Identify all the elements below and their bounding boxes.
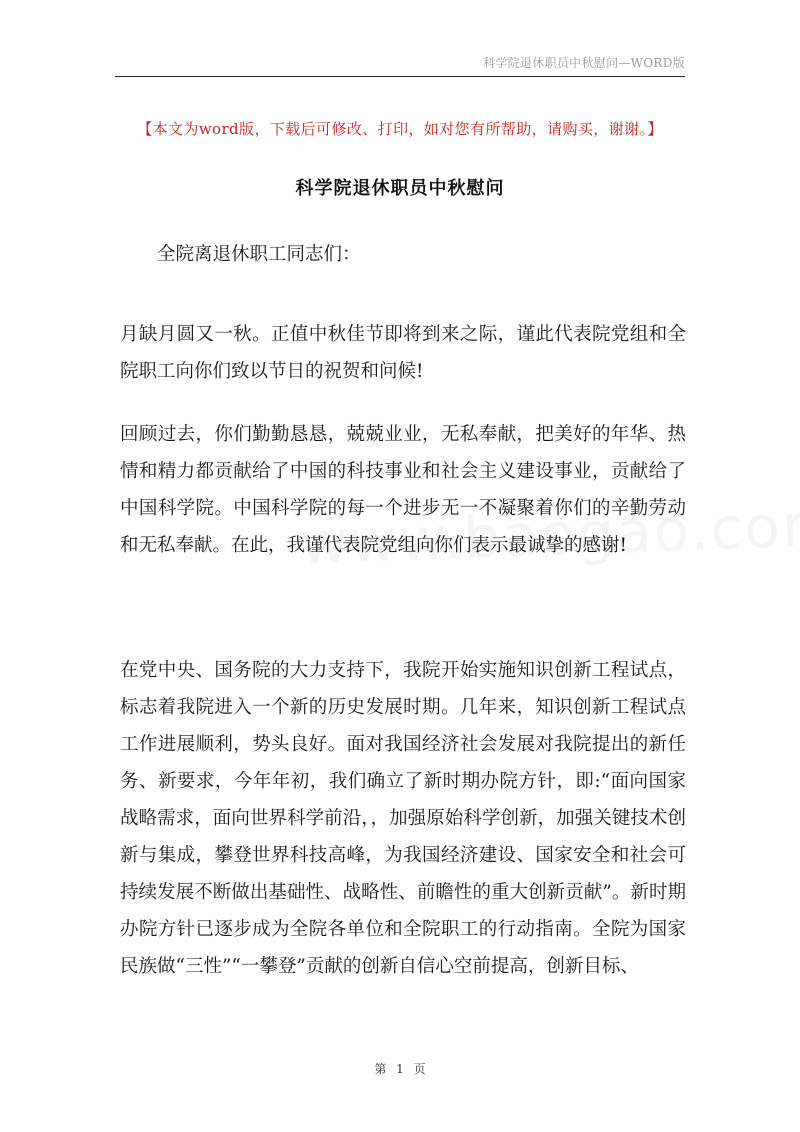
salutation: 全院离退休职工同志们：: [157, 244, 361, 265]
paragraph-1: 月缺月圆又一秋。正值中秋佳节即将到来之际，谨此代表院党组和全院职工向你们致以节日的祝贺和问候!: [120, 324, 686, 382]
running-title: 科学院退休职员中秋慰问—WORD版: [483, 56, 685, 70]
document-title: 科学院退休职员中秋慰问: [295, 178, 505, 199]
page-footer: [0, 1060, 800, 1077]
page-suffix: 页: [413, 1062, 426, 1076]
page-prefix: 第: [374, 1062, 387, 1076]
page-header: [115, 50, 685, 77]
paragraph-2: 回顾过去，你们勤勤恳恳，兢兢业业，无私奉献，把美好的年华、热情和精力都贡献给了中国的科技事业和社会主义建设事业，贡献给了中国科学院。中国科学院的每一个进步无一不凝聚着你们的辛勤劳动和无私奉献。在此，我谨代表院党组向你们表示最诚挚的感谢!: [120, 424, 686, 556]
paragraph-3: 在党中央、国务院的大力支持下，我院开始实施知识创新工程试点，标志着我院进入一个新的历史发展时期。几年来，知识创新工程试点工作进展顺利，势头良好。面对我国经济社会发展对我院提出的新任务、新要求，今年年初，我们确立了新时期办院方针，即:“面向国家战略需求，面向世界科学前沿，，加强原始科学创新，加强关键技术创新与集成，攀登世界科技高峰，为我国经济建设、国家安全和社会可持续发展不断做出基础性、战略性、前瞻性的重大创新贡献”。新时期办院方针已逐步成为全院各单位和全院职工的行动指南。全院为国家民族做“三性”“一攀登”贡献的创新自信心空前提高，创新目标、: [120, 660, 686, 977]
page-number: 1: [396, 1062, 404, 1076]
purchase-notice: 【本文为word版，下载后可修改、打印，如对您有所帮助，请购买，谢谢。】: [137, 120, 663, 138]
